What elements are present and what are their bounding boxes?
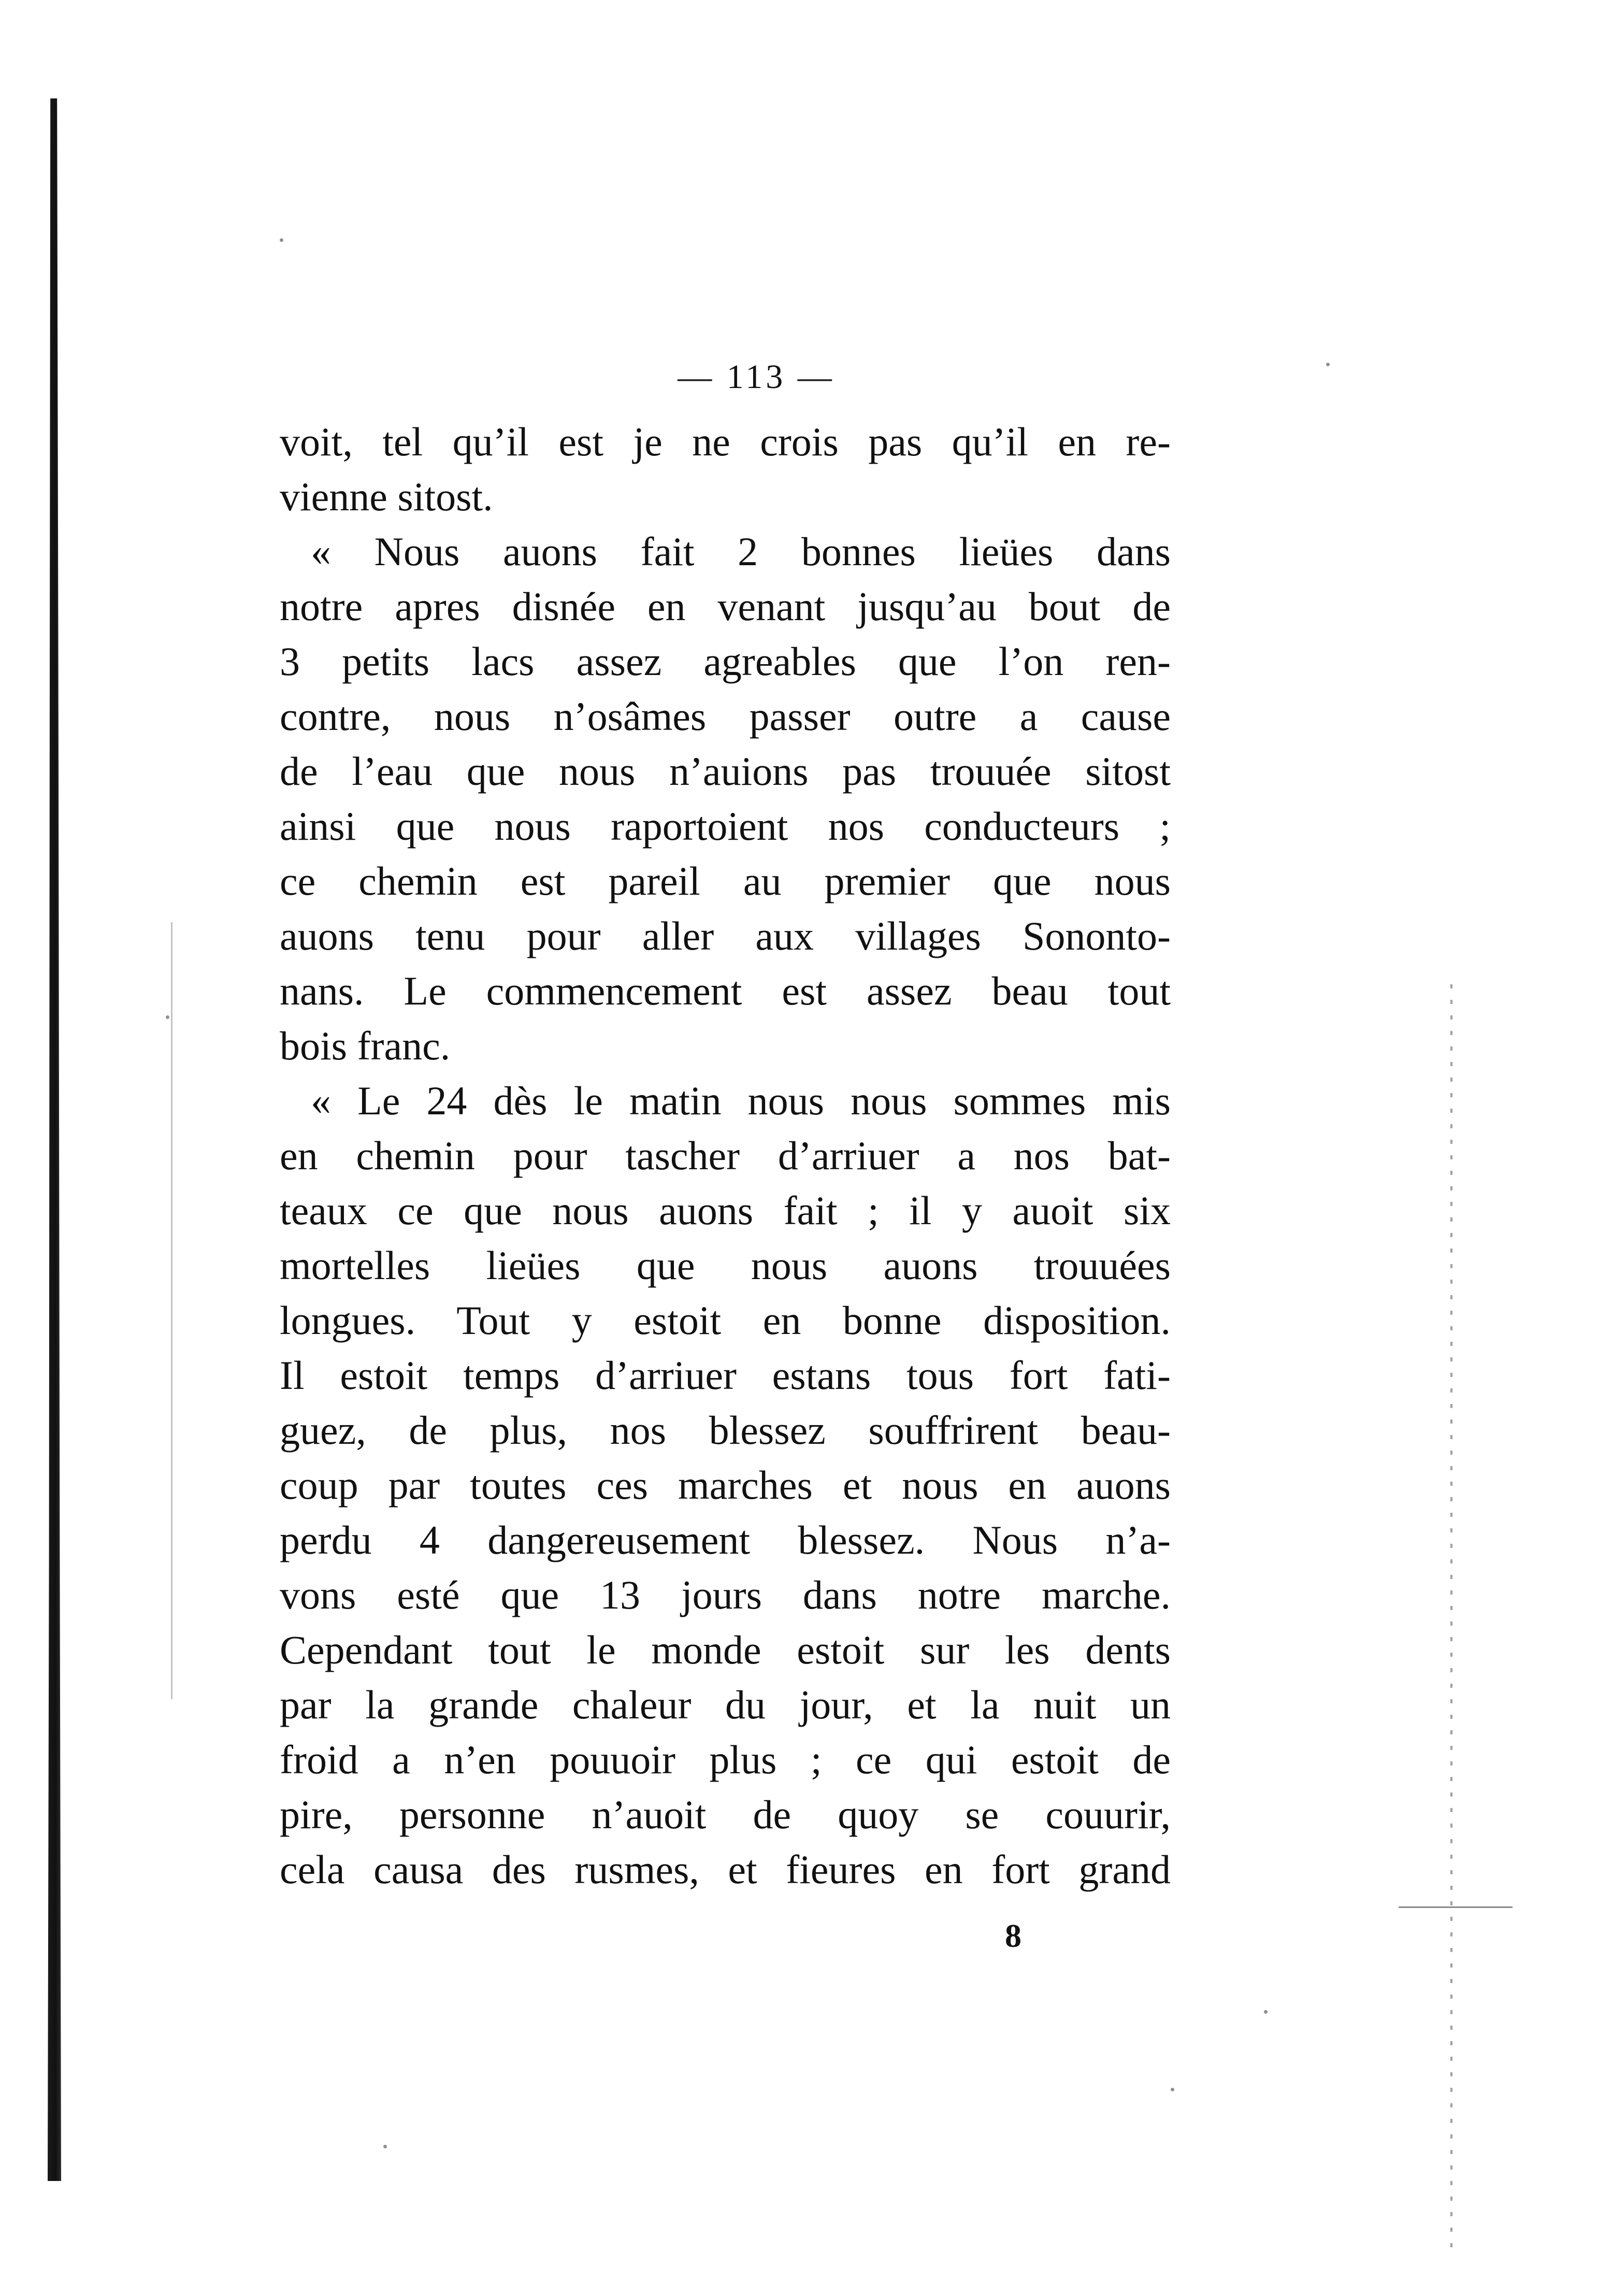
text-line: bois franc.: [280, 1023, 451, 1068]
scan-speck: [1171, 2088, 1174, 2091]
scan-edge-artifact: [1450, 984, 1452, 2254]
text-line: « Nous auons fait 2 bonnes lieües dans: [311, 529, 1171, 574]
text-line: contre, nous n’osâmes passer outre a cause: [280, 694, 1171, 739]
text-line: perdu 4 dangereusement blessez. Nous n’a-: [280, 1517, 1171, 1562]
text-line: cela causa des rusmes, et fieures en fort grand: [280, 1847, 1171, 1892]
text-line: notre apres disnée en venant jusqu’au bout de: [280, 584, 1171, 629]
text-line: en chemin pour tascher d’arriuer a nos bat-: [280, 1133, 1171, 1178]
text-line: guez, de plus, nos blessez souffrirent beau-: [280, 1408, 1171, 1453]
scan-speck: [166, 1015, 169, 1019]
page-number: — 113 —: [678, 358, 835, 396]
scan-speck: [1264, 2010, 1268, 2014]
binding-shadow-line: [171, 922, 172, 1699]
text-line: teaux ce que nous auons fait ; il y auoit six: [280, 1188, 1171, 1233]
body-text: [280, 414, 1171, 1897]
text-line: par la grande chaleur du jour, et la nuit un: [280, 1682, 1171, 1727]
text-line: 3 petits lacs assez agreables que l’on ren-: [280, 639, 1171, 684]
text-line: de l’eau que nous n’auions pas trouuée sitost: [280, 749, 1171, 794]
text-line: auons tenu pour aller aux villages Sononto-: [280, 913, 1171, 958]
text-line: Cependant tout le monde estoit sur les dents: [280, 1627, 1171, 1672]
text-line: ce chemin est pareil au premier que nous: [280, 858, 1171, 903]
binding-edge: [48, 98, 61, 2181]
text-line: « Le 24 dès le matin nous nous sommes mis: [311, 1078, 1171, 1123]
scan-speck: [280, 238, 283, 242]
text-line: vienne sitost.: [280, 474, 493, 519]
signature-mark: 8: [1005, 1917, 1021, 1954]
text-line: vons esté que 13 jours dans notre marche.: [280, 1572, 1171, 1617]
scan-speck: [383, 2145, 387, 2148]
text-line: mortelles lieües que nous auons trouuées: [280, 1243, 1171, 1288]
text-line: nans. Le commencement est assez beau tout: [280, 968, 1171, 1013]
text-line: pire, personne n’auoit de quoy se couurir,: [280, 1792, 1171, 1837]
text-line: ainsi que nous raportoient nos conducteurs ;: [280, 803, 1171, 849]
text-line: froid a n’en pouuoir plus ; ce qui estoit de: [280, 1737, 1171, 1782]
text-line: Il estoit temps d’arriuer estans tous fort fati-: [280, 1353, 1171, 1398]
text-line: coup par toutes ces marches et nous en auons: [280, 1462, 1171, 1508]
scan-edge-rule: [1399, 1906, 1513, 1908]
text-line: voit, tel qu’il est je ne crois pas qu’il en re-: [280, 419, 1171, 464]
text-line: longues. Tout y estoit en bonne disposition.: [280, 1298, 1171, 1343]
